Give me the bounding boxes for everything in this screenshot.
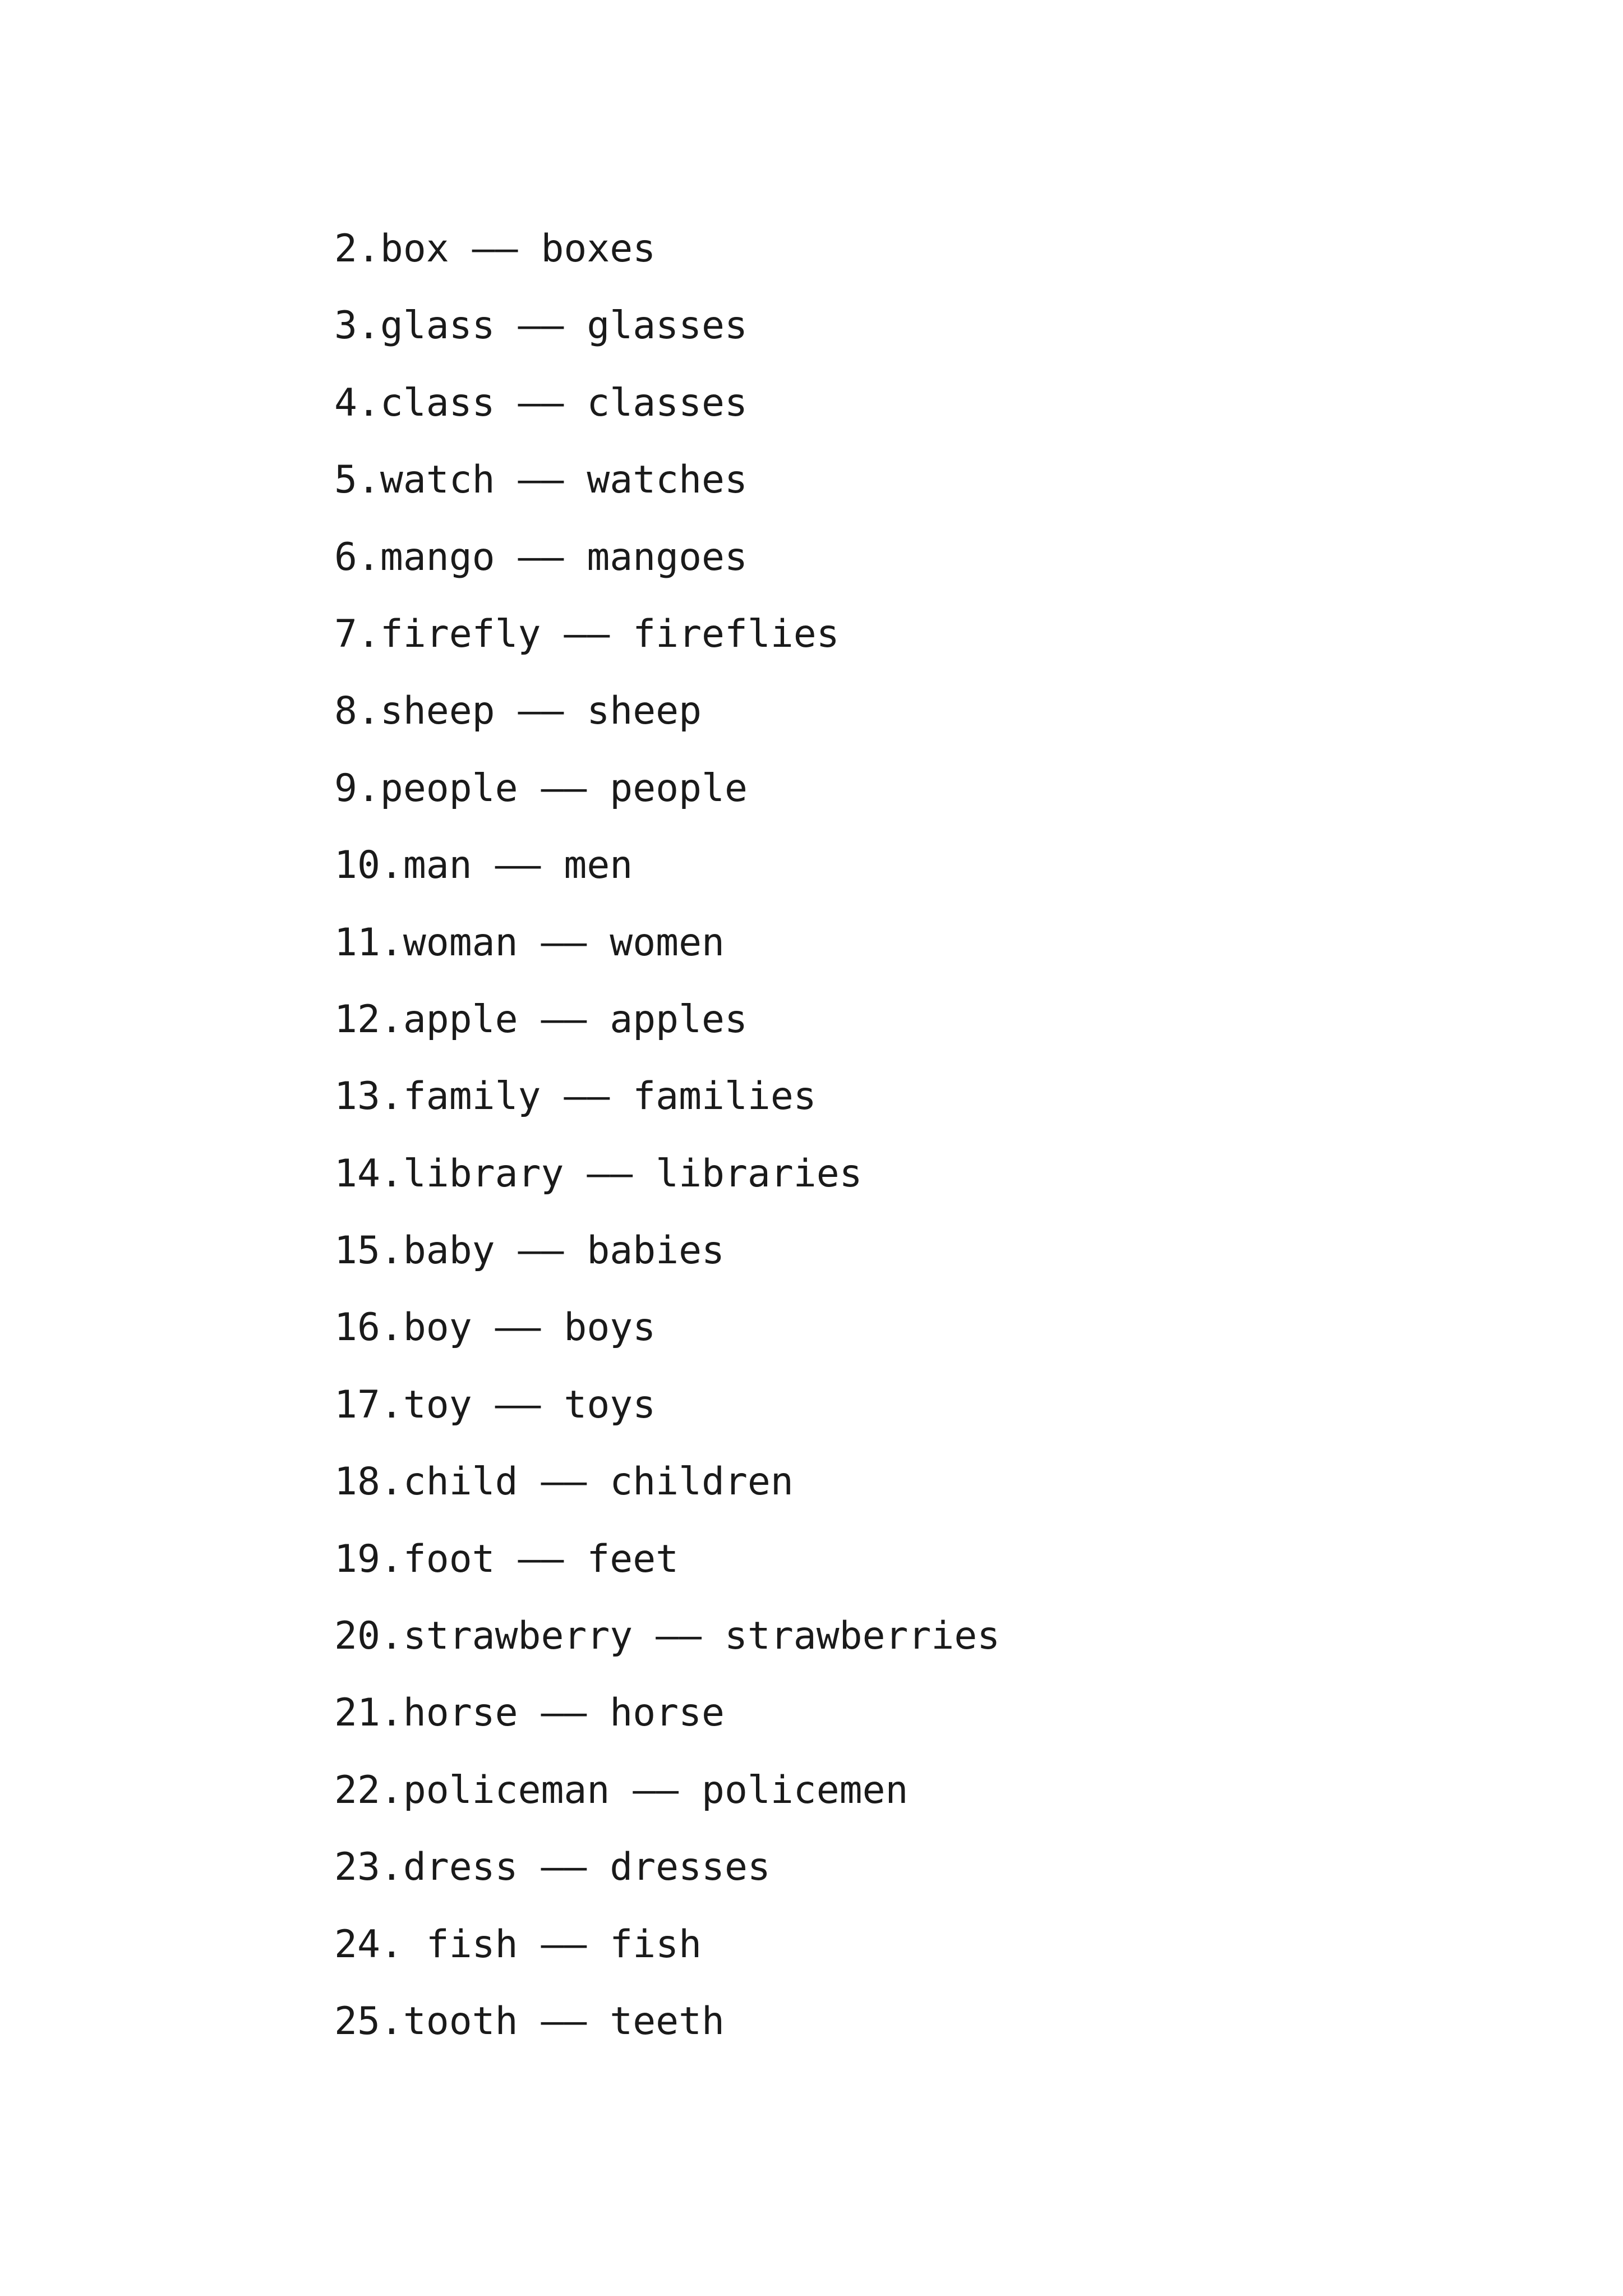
list-item: 4.class —— classes bbox=[334, 380, 748, 425]
list-item: 24. fish —— fish bbox=[334, 1922, 702, 1967]
list-item: 9.people —— people bbox=[334, 766, 748, 811]
list-item: 12.apple —— apples bbox=[334, 997, 748, 1042]
list-item: 23.dress —— dresses bbox=[334, 1845, 771, 1890]
plural-word-list bbox=[334, 210, 1000, 2060]
list-item: 21.horse —— horse bbox=[334, 1691, 725, 1736]
list-item: 5.watch —— watches bbox=[334, 458, 748, 503]
list-item: 20.strawberry —— strawberries bbox=[334, 1614, 1000, 1659]
list-item: 19.foot —— feet bbox=[334, 1536, 679, 1581]
list-item: 2.box —— boxes bbox=[334, 227, 656, 271]
list-item: 22.policeman —— policemen bbox=[334, 1768, 909, 1812]
list-item: 16.boy —— boys bbox=[334, 1305, 656, 1350]
list-item: 25.tooth —— teeth bbox=[334, 1999, 725, 2044]
list-item: 3.glass —— glasses bbox=[334, 303, 748, 348]
list-item: 6.mango —— mangoes bbox=[334, 535, 748, 579]
list-item: 17.toy —— toys bbox=[334, 1382, 656, 1427]
list-item: 18.child —— children bbox=[334, 1460, 794, 1504]
list-item: 7.firefly —— fireflies bbox=[334, 611, 840, 656]
list-item: 11.woman —— women bbox=[334, 920, 725, 965]
list-item: 14.library —— libraries bbox=[334, 1151, 863, 1196]
list-item: 10.man —— men bbox=[334, 843, 633, 888]
list-item: 8.sheep —— sheep bbox=[334, 689, 702, 734]
list-item: 13.family —— families bbox=[334, 1074, 817, 1119]
list-item: 15.baby —— babies bbox=[334, 1228, 725, 1273]
